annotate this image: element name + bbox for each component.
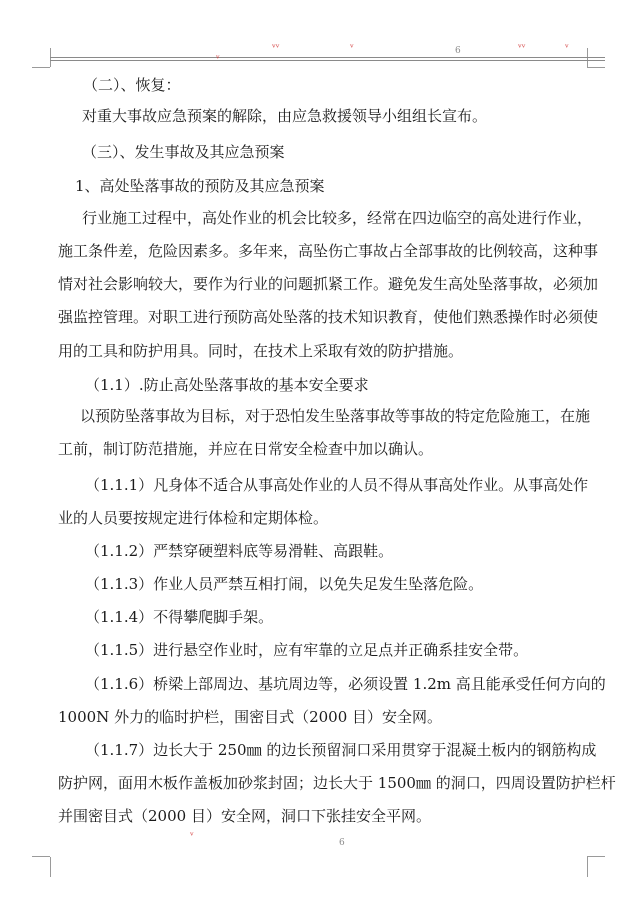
spellcheck-mark: ᵛᵛ [518,43,526,54]
paragraph-line: 防护网，面用木板作盖板加砂浆封固；边长大于 1500㎜ 的洞口，四周设置防护栏杆 [58,774,616,792]
paragraph-line: 业的人员要按规定进行体检和定期体检。 [58,509,329,527]
header-page-number: 6 [455,46,461,56]
list-item: （1.1.2）严禁穿硬塑料底等易滑鞋、高跟鞋。 [85,542,394,560]
crop-mark-top-left [32,67,50,68]
list-item: （1.1.6）桥梁上部周边、基坑周边等，必须设置 1.2m 高且能承受任何方向的 [85,675,606,693]
section-heading: （三）、发生事故及其应急预案 [82,143,285,161]
paragraph-line: 行业施工过程中，高处作业的机会比较多，经常在四边临空的高处进行作业， [82,209,593,227]
header-rule [50,57,605,58]
header-rule [50,60,605,61]
footer-page-number: 6 [339,838,345,848]
crop-mark-top-right [587,67,605,68]
subsection-heading: 1、高处坠落事故的预防及其应急预案 [75,177,325,195]
paragraph-line: 工前，制订防范措施，并应在日常安全检查中加以确认。 [58,440,434,458]
spellcheck-mark: ᵛ [190,831,194,842]
list-item: （1.1.4）不得攀爬脚手架。 [85,608,274,626]
spellcheck-mark: ᵛ [565,43,569,54]
crop-mark-bottom-left [50,857,51,877]
crop-mark-bottom-right [587,857,588,877]
list-item: （1.1.5）进行悬空作业时，应有牢靠的立足点并正确系挂安全带。 [85,641,529,659]
subsection-heading: （1.1）.防止高处坠落事故的基本安全要求 [85,376,369,394]
section-heading: （二）、恢复： [83,76,181,94]
crop-mark-bottom-right [587,856,605,857]
list-item: （1.1.3）作业人员严禁互相打闹，以免失足发生坠落危险。 [85,575,484,593]
spellcheck-mark: ᵛ [216,54,220,65]
paragraph-line: 对重大事故应急预案的解除，由应急救援领导小组组长宣布。 [82,107,488,125]
paragraph-line: 用的工具和防护用具。同时，在技术上采取有效的防护措施。 [58,342,464,360]
paragraph-line: 1000N 外力的临时护栏，围密目式（2000 目）安全网。 [58,708,443,726]
paragraph-line: 以预防坠落事故为目标，对于恐怕发生坠落事故等事故的特定危险施工，在施 [80,407,591,425]
spellcheck-mark: ᵛᵛ [272,43,280,54]
paragraph-line: 施工条件差，危险因素多。多年来，高坠伤亡事故占全部事故的比例较高，这种事 [58,242,599,260]
paragraph-line: （1.1.1）凡身体不适合从事高处作业的人员不得从事高处作业。从事高处作 [85,476,589,494]
spellcheck-mark: ᵛ [350,43,354,54]
crop-mark-bottom-left [32,856,50,857]
paragraph-line: 强监控管理。对职工进行预防高处坠落的技术知识教育，使他们熟悉操作时必须使 [58,308,599,326]
paragraph-line: 情对社会影响较大，要作为行业的问题抓紧工作。避免发生高处坠落事故，必须加 [58,275,599,293]
paragraph-line: 并围密目式（2000 目）安全网，洞口下张挂安全平网。 [58,807,431,825]
list-item: （1.1.7）边长大于 250㎜ 的边长预留洞口采用贯穿于混凝土板内的钢筋构成 [85,741,597,759]
